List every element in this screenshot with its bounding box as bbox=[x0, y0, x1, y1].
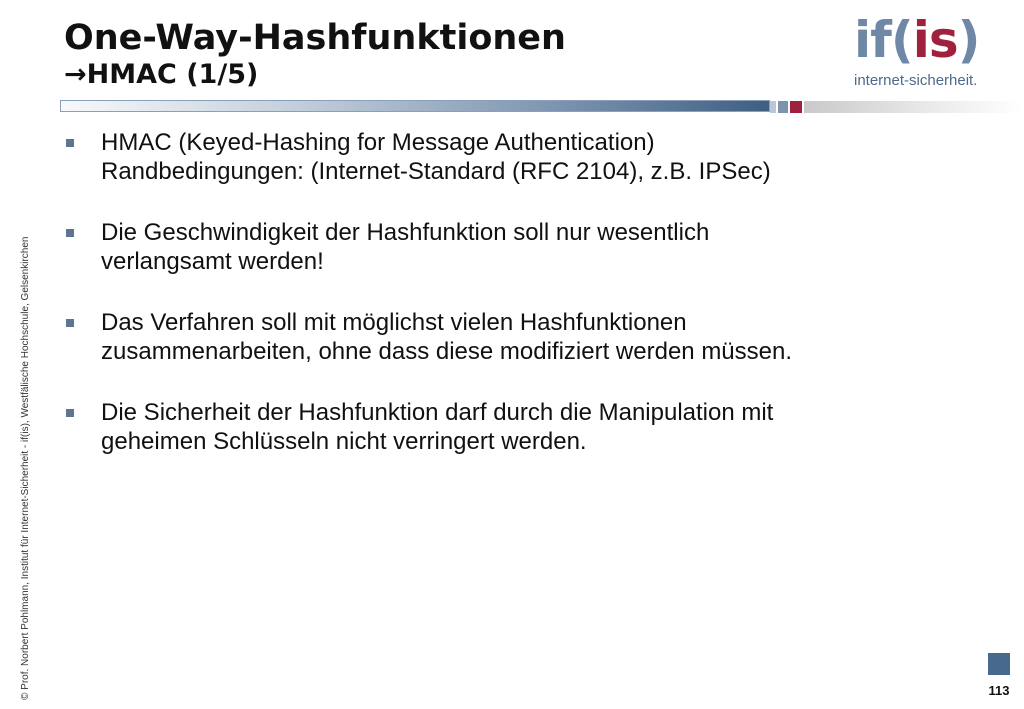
bullet-line: Die Sicherheit der Hashfunktion darf durch die Manipulation mit bbox=[101, 399, 774, 426]
bullet-item bbox=[64, 398, 964, 456]
bullet-text bbox=[101, 218, 964, 276]
bullet-line: Das Verfahren soll mit möglichst vielen Hashfunktionen bbox=[101, 309, 687, 336]
divider-block-accent bbox=[790, 101, 802, 113]
bullet-line: geheimen Schlüsseln nicht verringert werden. bbox=[101, 428, 587, 455]
divider-tail bbox=[804, 101, 1022, 113]
ifis-logo bbox=[852, 8, 992, 92]
bullet-line: Randbedingungen: (Internet-Standard (RFC 2104), z.B. IPSec) bbox=[101, 158, 771, 185]
page-marker-square bbox=[988, 653, 1010, 675]
bullet-text bbox=[101, 128, 964, 186]
bullet-line: verlangsamt werden! bbox=[101, 248, 324, 275]
bullet-text bbox=[101, 398, 964, 456]
bullet-text bbox=[101, 308, 964, 366]
bullet-line: zusammenarbeiten, ohne dass diese modifiziert werden müssen. bbox=[101, 338, 793, 365]
page-number: 113 bbox=[988, 683, 1010, 698]
title-subtitle bbox=[64, 58, 566, 92]
slide-title bbox=[64, 18, 566, 92]
logo-mark-open: ( bbox=[890, 11, 913, 69]
logo-mark-is: is bbox=[912, 11, 958, 69]
bullet-item bbox=[64, 218, 964, 276]
arrow-icon: → bbox=[64, 59, 87, 90]
bullet-square-icon bbox=[66, 409, 74, 417]
bullet-square-icon bbox=[66, 139, 74, 147]
logo-mark-close: ) bbox=[957, 11, 980, 69]
title-main: One-Way-Hashfunktionen bbox=[64, 18, 566, 58]
bullet-item bbox=[64, 308, 964, 366]
bullet-line: Die Geschwindigkeit der Hashfunktion soll nur wesentlich bbox=[101, 219, 710, 246]
copyright-credit: © Prof. Norbert Pohlmann, Institut für Internet-Sicherheit - if(is), Westfälische Hochschule, Gelsenkirchen bbox=[20, 236, 31, 700]
bullet-square-icon bbox=[66, 319, 74, 327]
bullet-line: HMAC (Keyed-Hashing for Message Authentication) bbox=[101, 129, 655, 156]
divider-block bbox=[778, 101, 788, 113]
logo-mark-if: if bbox=[854, 11, 891, 69]
logo-subtitle: internet-sicherheit. bbox=[854, 72, 978, 89]
bullet-square-icon bbox=[66, 229, 74, 237]
divider-block bbox=[770, 101, 776, 113]
bullet-list bbox=[64, 128, 964, 488]
logo-mark bbox=[854, 8, 980, 72]
divider-gradient bbox=[60, 100, 770, 112]
title-divider bbox=[60, 100, 1022, 114]
bullet-item bbox=[64, 128, 964, 186]
title-subtitle-text: HMAC (1/5) bbox=[86, 59, 259, 90]
